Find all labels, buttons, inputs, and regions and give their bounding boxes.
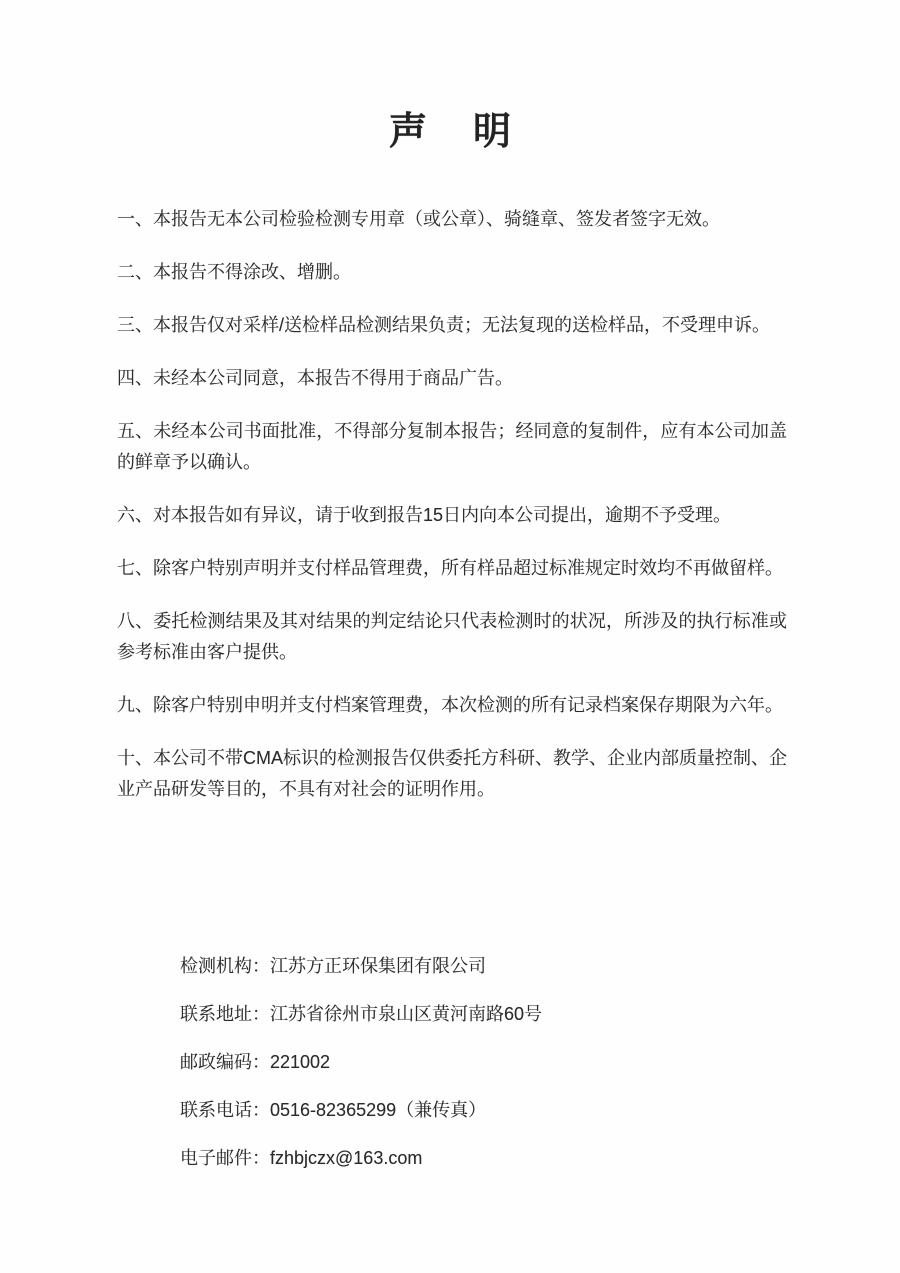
contact-info-block xyxy=(117,953,787,1171)
statement-item-1: 一、本报告无本公司检验检测专用章（或公章）、骑缝章、签发者签字无效。 xyxy=(117,209,720,229)
contact-label: 电子邮件： xyxy=(180,1148,270,1168)
statement-item-3: 三、本报告仅对采样/送检样品检测结果负责；无法复现的送检样品，不受理申诉。 xyxy=(117,315,770,335)
statement-item-10: 十、本公司不带CMA标识的检测报告仅供委托方科研、教学、企业内部质量控制、企业产品研发等目的，不具有对社会的证明作用。 xyxy=(117,748,787,799)
contact-line-address xyxy=(180,1001,787,1027)
contact-label: 检测机构： xyxy=(180,956,270,976)
contact-line-organization xyxy=(180,953,787,979)
contact-label: 邮政编码： xyxy=(180,1052,270,1072)
statement-item-5: 五、未经本公司书面批准，不得部分复制本报告；经同意的复制件，应有本公司加盖的鲜章予以确认。 xyxy=(117,421,787,472)
email-value: fzhbjczx@163.com xyxy=(270,1148,423,1168)
phone-value: 0516-82365299（兼传真） xyxy=(270,1100,487,1120)
page-title: 声 明 xyxy=(388,111,515,153)
statement-list xyxy=(117,204,787,805)
contact-label: 联系电话： xyxy=(180,1100,270,1120)
contact-line-phone xyxy=(180,1097,787,1123)
organization-name: 江苏方正环保集团有限公司 xyxy=(270,956,486,976)
statement-item-4: 四、未经本公司同意，本报告不得用于商品广告。 xyxy=(117,368,513,388)
contact-label: 联系地址： xyxy=(180,1004,270,1024)
address-value: 江苏省徐州市泉山区黄河南路60号 xyxy=(270,1004,543,1024)
statement-item-2: 二、本报告不得涂改、增删。 xyxy=(117,262,351,282)
statement-item-7: 七、除客户特别声明并支付样品管理费，所有样品超过标准规定时效均不再做留样。 xyxy=(117,558,783,578)
contact-line-email xyxy=(180,1145,787,1171)
contact-line-postal-code xyxy=(180,1049,787,1075)
postal-code-value: 221002 xyxy=(270,1052,331,1072)
statement-item-9: 九、除客户特别申明并支付档案管理费，本次检测的所有记录档案保存期限为六年。 xyxy=(117,695,783,715)
statement-item-6: 六、对本报告如有异议，请于收到报告15日内向本公司提出，逾期不予受理。 xyxy=(117,505,732,525)
statement-item-8: 八、委托检测结果及其对结果的判定结论只代表检测时的状况，所涉及的执行标准或参考标准由客户提供。 xyxy=(117,611,787,662)
